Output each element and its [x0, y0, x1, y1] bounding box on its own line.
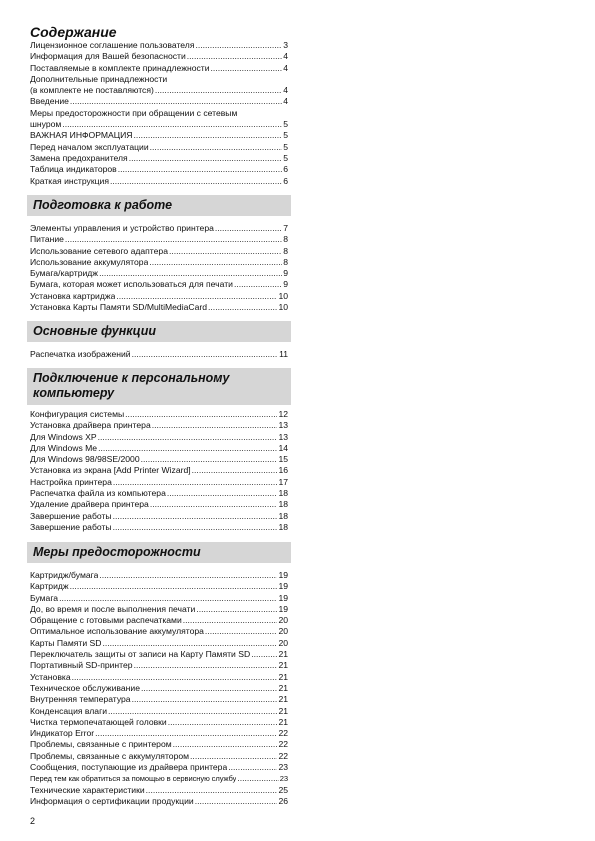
toc-entry-page: 9 — [283, 268, 288, 279]
toc-entry-label: Питание — [30, 234, 64, 245]
toc-leader-dots — [116, 291, 277, 302]
toc-entry-page: 21 — [278, 660, 288, 671]
toc-entry — [30, 108, 288, 119]
toc-entry — [30, 130, 288, 141]
toc-entry — [30, 626, 288, 637]
toc-leader-dots — [190, 751, 277, 762]
toc-entry — [30, 604, 288, 615]
toc-leader-dots — [99, 268, 282, 279]
toc-entry-page: 18 — [278, 488, 288, 499]
toc-entry — [30, 488, 288, 499]
section-heading-precautions: Меры предосторожности — [27, 542, 291, 563]
toc-entry-label: Внутренняя температура — [30, 694, 131, 705]
toc-entry-page: 18 — [278, 510, 288, 521]
toc-entry-page: 25 — [278, 784, 288, 795]
toc-leader-dots — [108, 706, 277, 717]
toc-entry-label: Карты Памяти SD — [30, 637, 102, 648]
toc-entry-page: 16 — [278, 465, 288, 476]
toc-entry-label: Лицензионное соглашение пользователя — [30, 40, 195, 50]
toc-entry-label: Для Windows 98/98SE/2000 — [30, 454, 140, 465]
toc-list-intro — [30, 40, 288, 187]
toc-entry-label: Дополнительные принадлежности — [30, 73, 168, 84]
toc-entry-label: Картридж — [30, 581, 69, 592]
toc-leader-dots — [167, 488, 278, 499]
toc-entry-page: 6 — [283, 164, 288, 175]
toc-leader-dots — [152, 420, 278, 431]
toc-leader-dots — [134, 660, 278, 671]
toc-entry-page: 8 — [283, 256, 288, 267]
toc-entry — [30, 119, 288, 130]
toc-entry-page: 20 — [278, 615, 288, 626]
toc-entry-label: Конденсация влаги — [30, 705, 108, 716]
toc-leader-dots — [208, 302, 277, 313]
toc-leader-dots — [62, 119, 282, 130]
toc-entry-label: Чистка термопечатающей головки — [30, 716, 167, 727]
toc-leader-dots — [183, 615, 278, 626]
toc-entry-label: Таблица индикаторов — [30, 164, 117, 175]
toc-entry — [30, 164, 288, 175]
toc-entry-page: 23 — [278, 762, 288, 773]
toc-leader-dots — [110, 176, 282, 187]
toc-entry-page: 21 — [278, 682, 288, 693]
toc-entry-label: Установка картриджа — [30, 290, 116, 301]
toc-entry-page: 9 — [283, 279, 288, 290]
toc-entry-label: (в комплекте не поставляются) — [30, 85, 154, 96]
toc-entry-page: 3 — [283, 40, 288, 50]
toc-entry — [30, 796, 288, 807]
toc-entry — [30, 349, 288, 360]
toc-entry — [30, 773, 288, 784]
toc-entry — [30, 142, 288, 153]
toc-entry-page: 4 — [283, 85, 288, 96]
toc-entry-page: 13 — [278, 420, 288, 431]
toc-entry-label: Завершение работы — [30, 521, 112, 532]
toc-entry — [30, 291, 288, 302]
toc-entry-label: Завершение работы — [30, 510, 112, 521]
toc-entry — [30, 728, 288, 739]
toc-entry-page: 22 — [278, 739, 288, 750]
toc-entry-label: Установка Карты Памяти SD/MultiMediaCard — [30, 302, 208, 313]
toc-entry-label: Обращение с готовыми распечатками — [30, 615, 182, 626]
toc-leader-dots — [113, 511, 278, 522]
toc-leader-dots — [173, 739, 278, 750]
toc-entry-label: Замена предохранителя — [30, 152, 128, 163]
toc-entry-page: 7 — [283, 223, 288, 233]
toc-leader-dots — [234, 279, 282, 290]
toc-entry — [30, 268, 288, 279]
toc-entry — [30, 615, 288, 626]
toc-leader-dots — [134, 130, 283, 141]
toc-entry-page: 22 — [278, 750, 288, 761]
toc-entry-label: Технические характеристики — [30, 784, 145, 795]
page-number: 2 — [30, 816, 36, 826]
toc-entry-page: 8 — [283, 234, 288, 245]
toc-entry-label: Проблемы, связанные с аккумулятором — [30, 750, 190, 761]
toc-leader-dots — [155, 85, 282, 96]
toc-entry-page: 22 — [278, 728, 288, 739]
toc-leader-dots — [195, 796, 278, 807]
toc-entry-label: шнуром — [30, 119, 62, 130]
toc-entry — [30, 499, 288, 510]
toc-entry-label: Сообщения, поступающие из драйвера принтера — [30, 762, 228, 773]
toc-entry-label: Использование аккумулятора — [30, 256, 149, 267]
toc-entry-label: Настройка принтера — [30, 476, 112, 487]
toc-entry-page: 4 — [283, 62, 288, 73]
toc-leader-dots — [99, 570, 277, 581]
toc-entry-page: 20 — [278, 626, 288, 637]
toc-entry-label: Удаление драйвера принтера — [30, 499, 149, 510]
toc-leader-dots — [150, 499, 278, 510]
toc-entry-label: Введение — [30, 96, 69, 107]
toc-entry-page: 19 — [278, 603, 288, 614]
toc-entry — [30, 454, 288, 465]
toc-leader-dots — [228, 762, 277, 773]
section-heading-basic-functions: Основные функции — [27, 321, 291, 342]
toc-entry — [30, 660, 288, 671]
toc-entry-page: 20 — [278, 637, 288, 648]
toc-entry-page: 19 — [278, 570, 288, 580]
toc-entry-label: Оптимальное использование аккумулятора — [30, 626, 204, 637]
toc-entry-page: 18 — [278, 499, 288, 510]
toc-entry-label: До, во время и после выполнения печати — [30, 603, 196, 614]
toc-entry-page: 19 — [278, 581, 288, 592]
toc-entry — [30, 511, 288, 522]
toc-leader-dots — [211, 63, 283, 74]
toc-entry — [30, 751, 288, 762]
toc-entry — [30, 649, 288, 660]
toc-entry — [30, 153, 288, 164]
toc-entry — [30, 638, 288, 649]
toc-leader-dots — [196, 604, 277, 615]
toc-leader-dots — [146, 785, 278, 796]
toc-leader-dots — [141, 454, 278, 465]
toc-entry-page: 21 — [278, 694, 288, 705]
toc-entry-page: 11 — [279, 349, 288, 359]
toc-entry-page: 15 — [278, 454, 288, 465]
toc-entry-page: 23 — [279, 774, 288, 784]
toc-leader-dots — [102, 638, 277, 649]
toc-entry-page: 18 — [278, 521, 288, 532]
toc-leader-dots — [70, 96, 282, 107]
toc-entry-label: Установка — [30, 671, 71, 682]
toc-entry — [30, 63, 288, 74]
toc-entry-label: Проблемы, связанные с принтером — [30, 739, 172, 750]
toc-entry — [30, 465, 288, 476]
toc-entry-label: Использование сетевого адаптера — [30, 245, 168, 256]
toc-leader-dots — [132, 694, 278, 705]
toc-leader-dots — [59, 593, 277, 604]
toc-entry-page: 10 — [278, 290, 288, 301]
toc-entry-label: Для Windows XP — [30, 431, 97, 442]
toc-entry — [30, 717, 288, 728]
toc-leader-dots — [98, 432, 278, 443]
toc-entry-label: Краткая инструкция — [30, 175, 109, 186]
toc-entry-label: ВАЖНАЯ ИНФОРМАЦИЯ — [30, 130, 133, 141]
toc-leader-dots — [132, 349, 279, 360]
section-heading-preparation: Подготовка к работе — [27, 195, 291, 216]
toc-entry-page: 21 — [278, 705, 288, 716]
toc-entry-page: 5 — [283, 130, 288, 141]
toc-entry-label: Элементы управления и устройство принтера — [30, 223, 214, 233]
toc-entry-label: Перед началом эксплуатации — [30, 141, 149, 152]
toc-leader-dots — [195, 40, 282, 51]
toc-entry — [30, 443, 288, 454]
toc-entry-page: 5 — [283, 141, 288, 152]
toc-entry-label: Бумага, которая может использоваться для печати — [30, 279, 233, 290]
toc-entry — [30, 762, 288, 773]
toc-entry-label: Установка из экрана [Add Printer Wizard] — [30, 465, 191, 476]
toc-entry-page: 6 — [283, 175, 288, 186]
toc-entry — [30, 477, 288, 488]
toc-entry — [30, 234, 288, 245]
toc-list-precautions — [30, 570, 288, 807]
toc-entry-label: Картридж/бумага — [30, 570, 99, 580]
toc-entry — [30, 694, 288, 705]
toc-list-pc-connection — [30, 409, 288, 533]
toc-leader-dots — [72, 672, 278, 683]
toc-entry-page: 14 — [278, 442, 288, 453]
toc-entry-label: Поставляемые в комплекте принадлежности — [30, 62, 210, 73]
toc-entry — [30, 672, 288, 683]
toc-leader-dots — [205, 626, 278, 637]
toc-entry-label: Для Windows Me — [30, 442, 98, 453]
toc-leader-dots — [150, 142, 283, 153]
toc-entry — [30, 176, 288, 187]
toc-entry-label: Конфигурация системы — [30, 409, 125, 419]
toc-entry — [30, 706, 288, 717]
toc-entry-page: 12 — [278, 409, 288, 419]
toc-list-basic-functions — [30, 349, 288, 360]
toc-entry — [30, 302, 288, 313]
toc-entry-page: 4 — [283, 96, 288, 107]
toc-entry-page: 8 — [283, 245, 288, 256]
toc-entry — [30, 739, 288, 750]
toc-entry-label: Бумага — [30, 592, 59, 603]
toc-leader-dots — [113, 522, 278, 533]
toc-entry-page: 5 — [283, 152, 288, 163]
toc-entry — [30, 223, 288, 234]
toc-entry — [30, 257, 288, 268]
toc-entry-label: Переключатель защиты от записи на Карту Памяти SD — [30, 649, 251, 660]
toc-entry-page: 26 — [278, 795, 288, 806]
toc-entry — [30, 581, 288, 592]
toc-entry — [30, 40, 288, 51]
section-heading-pc-connection: Подключение к персональному компьютеру — [27, 368, 291, 405]
toc-leader-dots — [125, 409, 277, 420]
page-title: Содержание — [30, 24, 117, 40]
toc-leader-dots — [237, 773, 278, 784]
toc-leader-dots — [65, 234, 282, 245]
toc-leader-dots — [129, 153, 283, 164]
toc-leader-dots — [98, 443, 277, 454]
toc-entry-page: 21 — [278, 716, 288, 727]
toc-leader-dots — [113, 477, 278, 488]
toc-leader-dots — [118, 164, 282, 175]
toc-list-preparation — [30, 223, 288, 313]
toc-entry — [30, 432, 288, 443]
toc-leader-dots — [169, 246, 282, 257]
toc-entry — [30, 74, 288, 85]
toc-entry — [30, 85, 288, 96]
toc-entry-page: 13 — [278, 431, 288, 442]
toc-leader-dots — [141, 683, 277, 694]
toc-entry-label: Установка драйвера принтера — [30, 420, 151, 431]
toc-leader-dots — [95, 728, 277, 739]
toc-entry-label: Перед тем как обратиться за помощью в сервисную службу — [30, 774, 237, 784]
toc-entry-label: Информация о сертификации продукции — [30, 795, 194, 806]
toc-entry-page: 19 — [278, 592, 288, 603]
toc-leader-dots — [187, 51, 282, 62]
toc-entry — [30, 420, 288, 431]
toc-leader-dots — [215, 223, 282, 234]
toc-entry — [30, 279, 288, 290]
toc-entry — [30, 683, 288, 694]
toc-entry — [30, 246, 288, 257]
toc-entry — [30, 522, 288, 533]
toc-entry-label: Бумага/картридж — [30, 268, 99, 279]
toc-entry-label: Распечатка файла из компьютера — [30, 488, 166, 499]
toc-entry-page: 10 — [278, 302, 288, 313]
toc-entry-page: 21 — [278, 671, 288, 682]
toc-leader-dots — [149, 257, 282, 268]
toc-entry-page: 5 — [283, 119, 288, 130]
toc-entry-label: Распечатка изображений — [30, 349, 131, 359]
toc-entry — [30, 785, 288, 796]
toc-leader-dots — [251, 649, 277, 660]
toc-entry — [30, 570, 288, 581]
toc-entry — [30, 51, 288, 62]
toc-entry — [30, 96, 288, 107]
toc-entry — [30, 409, 288, 420]
toc-leader-dots — [192, 465, 278, 476]
toc-entry-label: Индикатор Error — [30, 728, 95, 739]
toc-leader-dots — [70, 581, 278, 592]
toc-leader-dots — [168, 717, 278, 728]
toc-entry-label: Меры предосторожности при обращении с сетевым — [30, 107, 238, 118]
toc-entry-label: Техническое обслуживание — [30, 682, 140, 693]
toc-entry-label: Портативный SD-принтер — [30, 660, 133, 671]
toc-entry-page: 21 — [278, 649, 288, 660]
toc-entry-page: 17 — [278, 476, 288, 487]
toc-entry-page: 4 — [283, 51, 288, 62]
toc-entry — [30, 593, 288, 604]
toc-entry-label: Информация для Вашей безопасности — [30, 51, 186, 62]
